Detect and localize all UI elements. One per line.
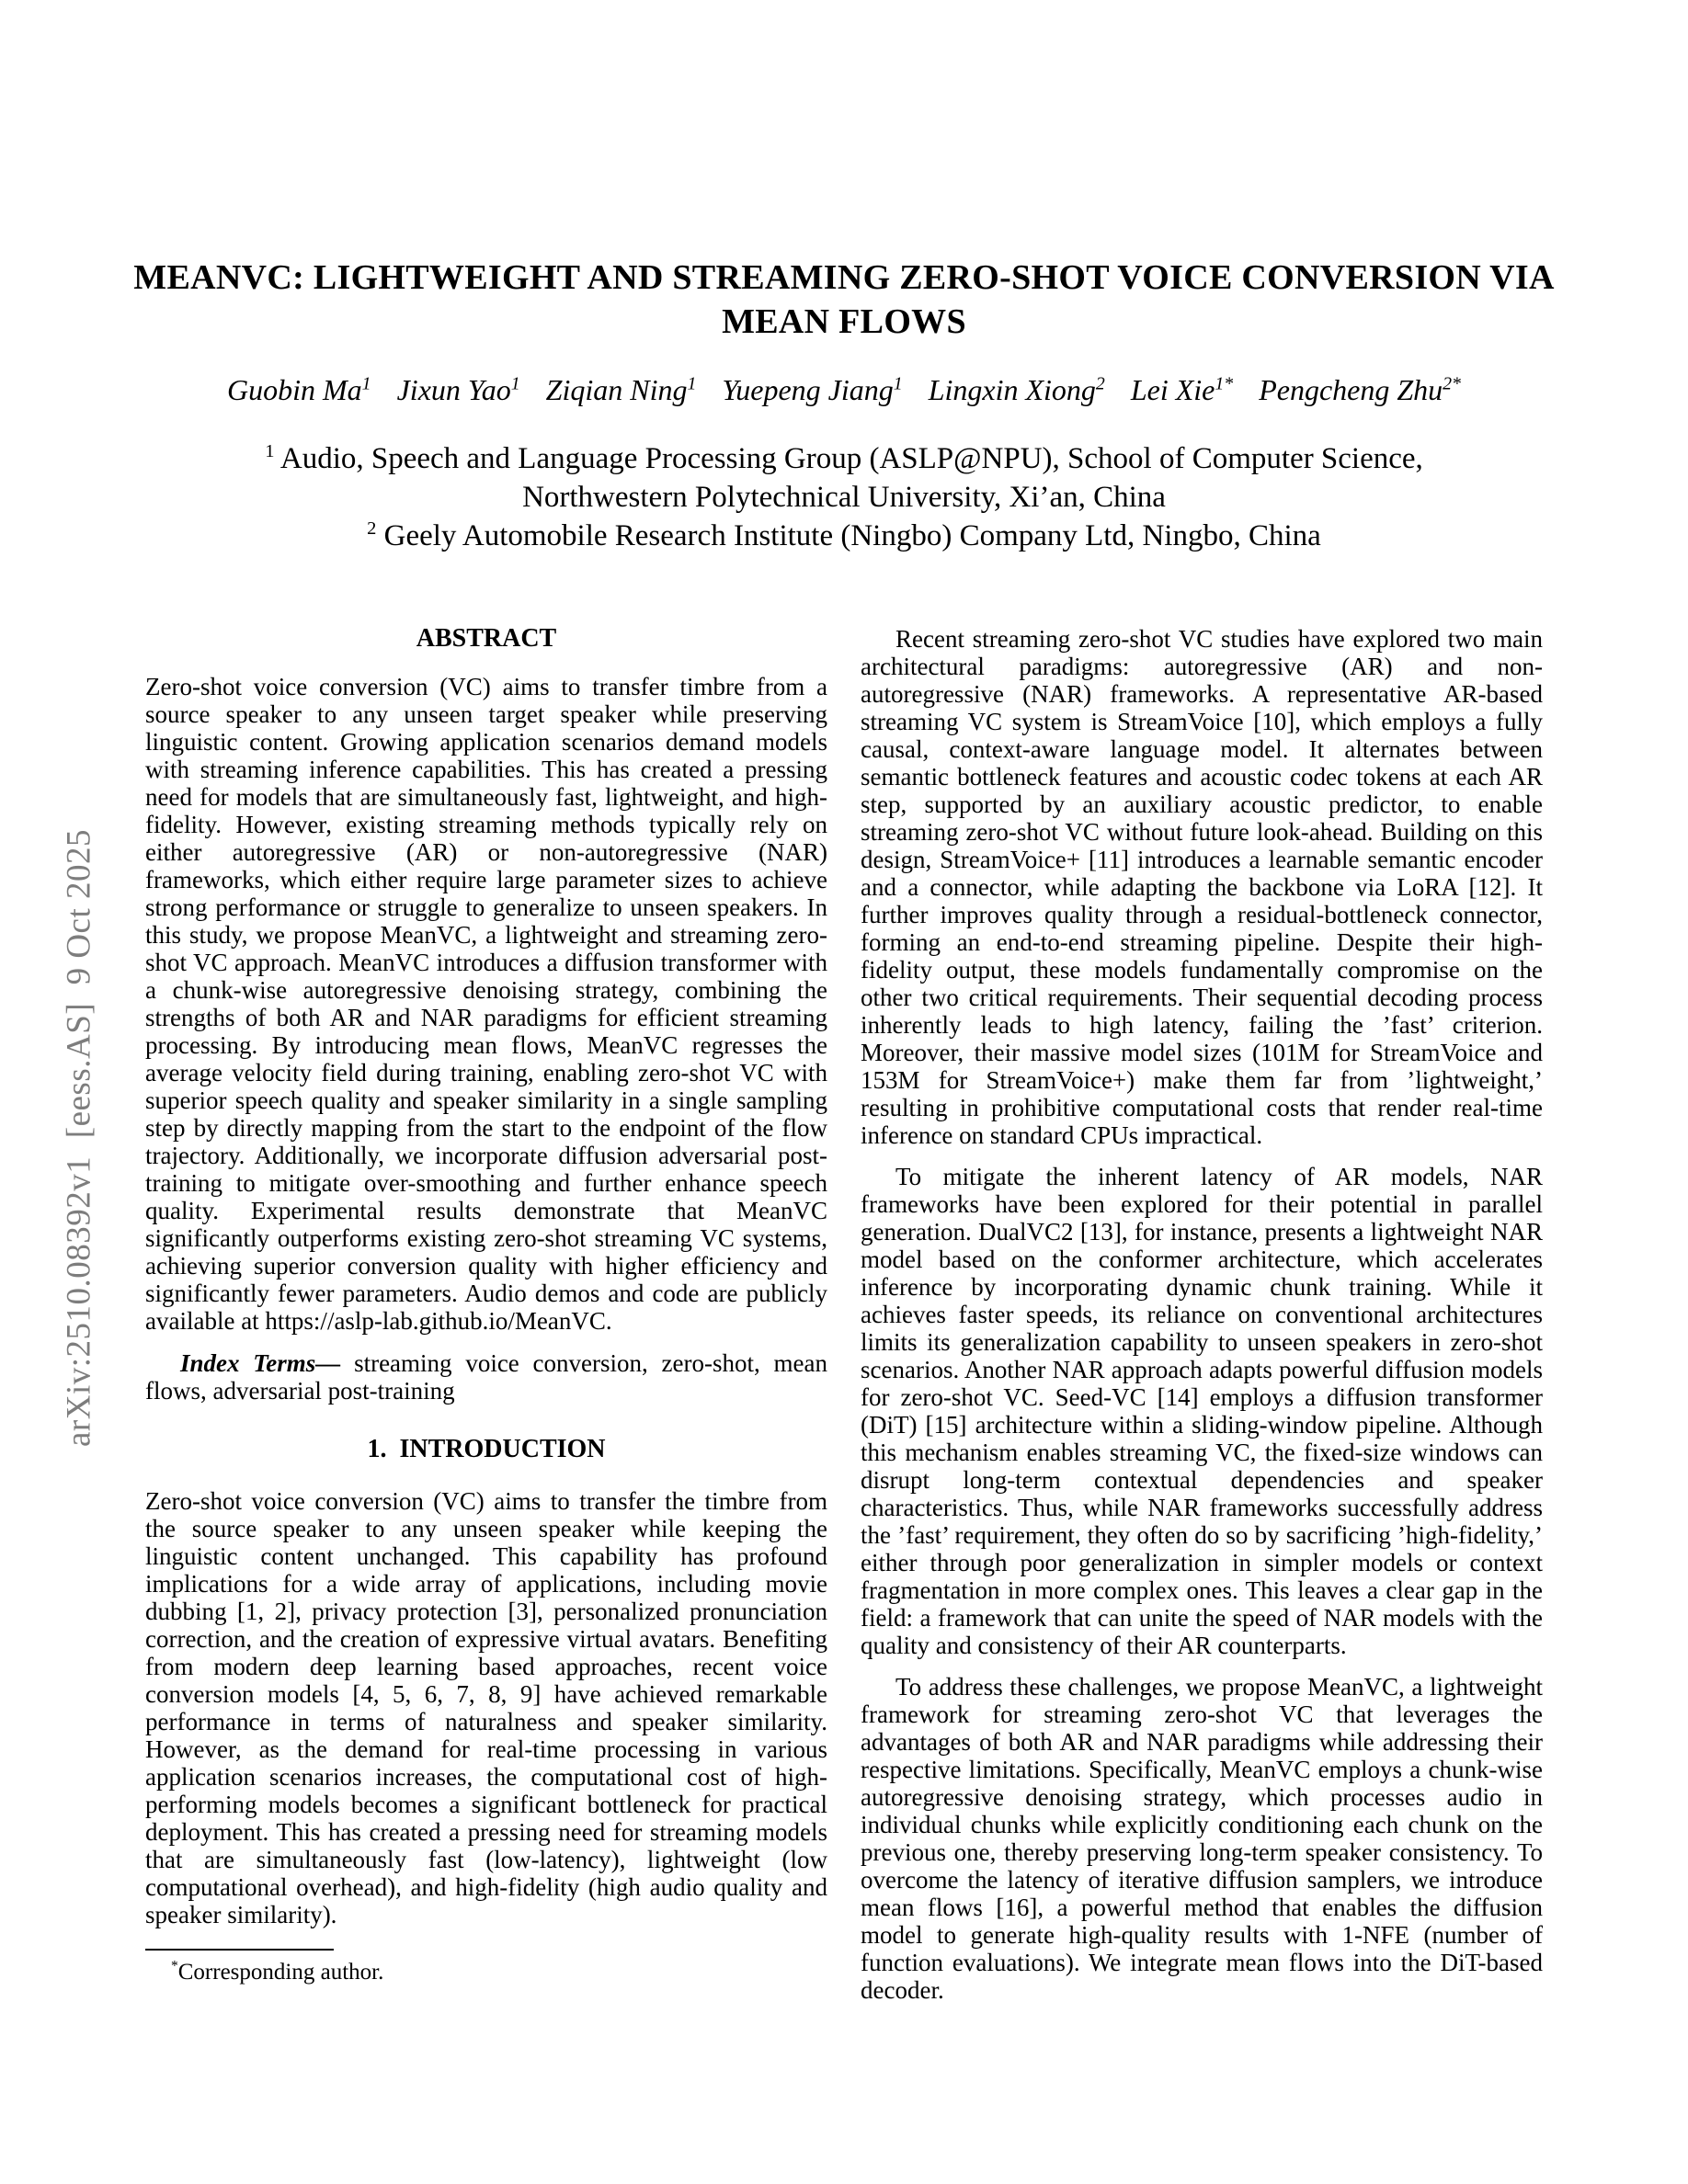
author: Pengcheng Zhu$^{2*}$ — [1259, 373, 1461, 406]
paper-title — [0, 256, 1688, 344]
right-column — [861, 625, 1543, 2018]
introduction-heading: 1. INTRODUCTION — [367, 1435, 606, 1463]
paper-title-line-1: MEANVC: LIGHTWEIGHT AND STREAMING ZERO-SHOT VOICE CONVERSION VIA — [133, 258, 1555, 297]
affiliation-line: $^2$ Geely Automobile Research Institute (Ningbo) Company Ltd, Ningbo, China — [367, 518, 1321, 552]
author: Lingxin Xiong$^2$ — [928, 373, 1105, 406]
author: Guobin Ma$^1$ — [227, 373, 371, 406]
author: Yuepeng Jiang$^1$ — [722, 373, 903, 406]
author-line — [0, 371, 1688, 408]
abstract-text: Zero-shot voice conversion (VC) aims to transfer timbre from a source speaker to any unseen target speaker while preserving linguistic content. Growing application scenarios demand models with streaming inference capabilities. This has created a pressing need for models that are simultaneously fast, lightweight, and high-fidelity. However, existing streaming methods typically rely on either autoregressive (AR) or non-autoregressive (NAR) frameworks, which either require large parameter sizes to achieve strong performance or struggle to generalize to unseen speakers. In this study, we propose MeanVC, a lightweight and streaming zero-shot VC approach. MeanVC introduces a diffusion transformer with a chunk-wise autoregressive denoising strategy, combining the strengths of both AR and NAR paradigms for efficient streaming processing. By introducing mean flows, MeanVC regresses the average velocity field during training, enabling zero-shot VC with superior speech quality and speaker similarity in a single sampling step by directly mapping from the start to the endpoint of the flow trajectory. Additionally, we incorporate diffusion adversarial post-training to mitigate over-smoothing and further enhance speech quality. Experimental results demonstrate that MeanVC significantly outperforms existing zero-shot streaming VC systems, achieving superior conversion quality with higher efficiency and significantly fewer parameters. Audio demos and code are publicly available at https://aslp-lab.github.io/MeanVC. — [145, 673, 827, 1335]
footnote — [145, 1960, 827, 1985]
index-terms-text: streaming voice conversion, zero-shot, mean flows, adversarial post-training — [145, 1349, 827, 1405]
affiliation-line: Northwestern Polytechnical University, Xi’an, China — [522, 481, 1166, 514]
affiliations — [0, 439, 1688, 555]
paragraph-related-work-nar: To mitigate the inherent latency of AR models, NAR frameworks have been explored for their potential in parallel generation. DualVC2 [13], for instance, presents a lightweight NAR model based on the conformer architecture, which accelerates inference by incorporating dynamic chunk training. While it achieves faster speeds, its reliance on conventional architectures limits its generalization capability to unseen speakers in zero-shot scenarios. Another NAR approach adapts powerful diffusion models for zero-shot VC. Seed-VC [14] employs a diffusion transformer (DiT) [15] architecture within a sliding-window pipeline. Although this mechanism enables streaming VC, the fixed-size windows can disrupt long-term contextual dependencies and speaker characteristics. Thus, while NAR frameworks successfully address the ’fast’ requirement, they often do so by sacrificing ’high-fidelity,’ either through poor generalization in simpler models or context fragmentation in more complex ones. This leaves a clear gap in the field: a framework that can unite the speed of NAR models with the quality and consistency of their AR counterparts. — [861, 1163, 1543, 1659]
author: Ziqian Ning$^1$ — [545, 373, 697, 406]
affiliation-line: $^1$ Audio, Speech and Language Processing Group (ASLP@NPU), School of Computer Science, — [265, 441, 1423, 475]
footnote-marker: * — [171, 1958, 178, 1974]
author: Lei Xie$^{1*}$ — [1130, 373, 1234, 406]
index-terms — [145, 1349, 827, 1405]
paper-title-line-2: MEAN FLOWS — [722, 302, 966, 341]
footnote-block — [145, 1949, 827, 1985]
footnote-text: Corresponding author. — [177, 1960, 384, 1985]
author: Jixun Yao$^1$ — [396, 373, 520, 406]
arxiv-watermark: arXiv:2510.08392v1 [eess.AS] 9 Oct 2025 — [60, 828, 98, 1448]
paragraph-related-work-ar: Recent streaming zero-shot VC studies have explored two main architectural paradigms: autoregressive (AR) and non-autoregressive (NAR) frameworks. A representative AR-based streaming VC system is StreamVoice [10], which employs a fully causal, context-aware language model. It alternates between semantic bottleneck features and acoustic codec tokens at each AR step, supported by an auxiliary acoustic predictor, to enable streaming zero-shot VC without future look-ahead. Building on this design, StreamVoice+ [11] introduces a learnable semantic encoder and a connector, while adapting the backbone via LoRA [12]. It further improves quality through a residual-bottleneck connector, forming an end-to-end streaming pipeline. Despite their high-fidelity output, these models fundamentally compromise on the other two critical requirements. Their sequential decoding process inherently leads to high latency, failing the ’fast’ criterion. Moreover, their massive model sizes (101M for StreamVoice and 153M for StreamVoice+) make them far from ’lightweight,’ resulting in prohibitive computational costs that render real-time inference on standard CPUs impractical. — [861, 625, 1543, 1149]
paragraph-proposed-method: To address these challenges, we propose MeanVC, a lightweight framework for streaming zero-shot VC that leverages the advantages of both AR and NAR paradigms while addressing their respective limitations. Specifically, MeanVC employs a chunk-wise autoregressive denoising strategy, which processes audio in individual chunks while explicitly conditioning each chunk on the previous one, thereby preserving long-term speaker consistency. To overcome the latency of iterative diffusion samplers, we introduce mean flows [16], a powerful method that enables the diffusion model to generate high-quality results with 1-NFE (number of function evaluations). We integrate mean flows into the DiT-based decoder. — [861, 1673, 1543, 2004]
introduction-paragraph: Zero-shot voice conversion (VC) aims to transfer the timbre from the source speaker to any unseen speaker while keeping the linguistic content unchanged. This capability has profound implications for a wide array of applications, including movie dubbing [1, 2], privacy protection [3], personalized pronunciation correction, and the creation of expressive virtual avatars. Benefiting from modern deep learning based approaches, recent voice conversion models [4, 5, 6, 7, 8, 9] have achieved remarkable performance in terms of naturalness and speaker similarity. However, as the demand for real-time processing in various application scenarios increases, the computational cost of high-performing models becomes a significant bottleneck for practical deployment. This has created a pressing need for streaming models that are simultaneously fast (low-latency), lightweight (low computational overhead), and high-fidelity (high audio quality and speaker similarity). — [145, 1487, 827, 1928]
abstract-heading: ABSTRACT — [416, 624, 557, 653]
footnote-divider — [145, 1949, 334, 1951]
left-column — [145, 625, 827, 1985]
index-terms-label: Index Terms— — [180, 1349, 355, 1377]
paper-header — [0, 256, 1688, 555]
